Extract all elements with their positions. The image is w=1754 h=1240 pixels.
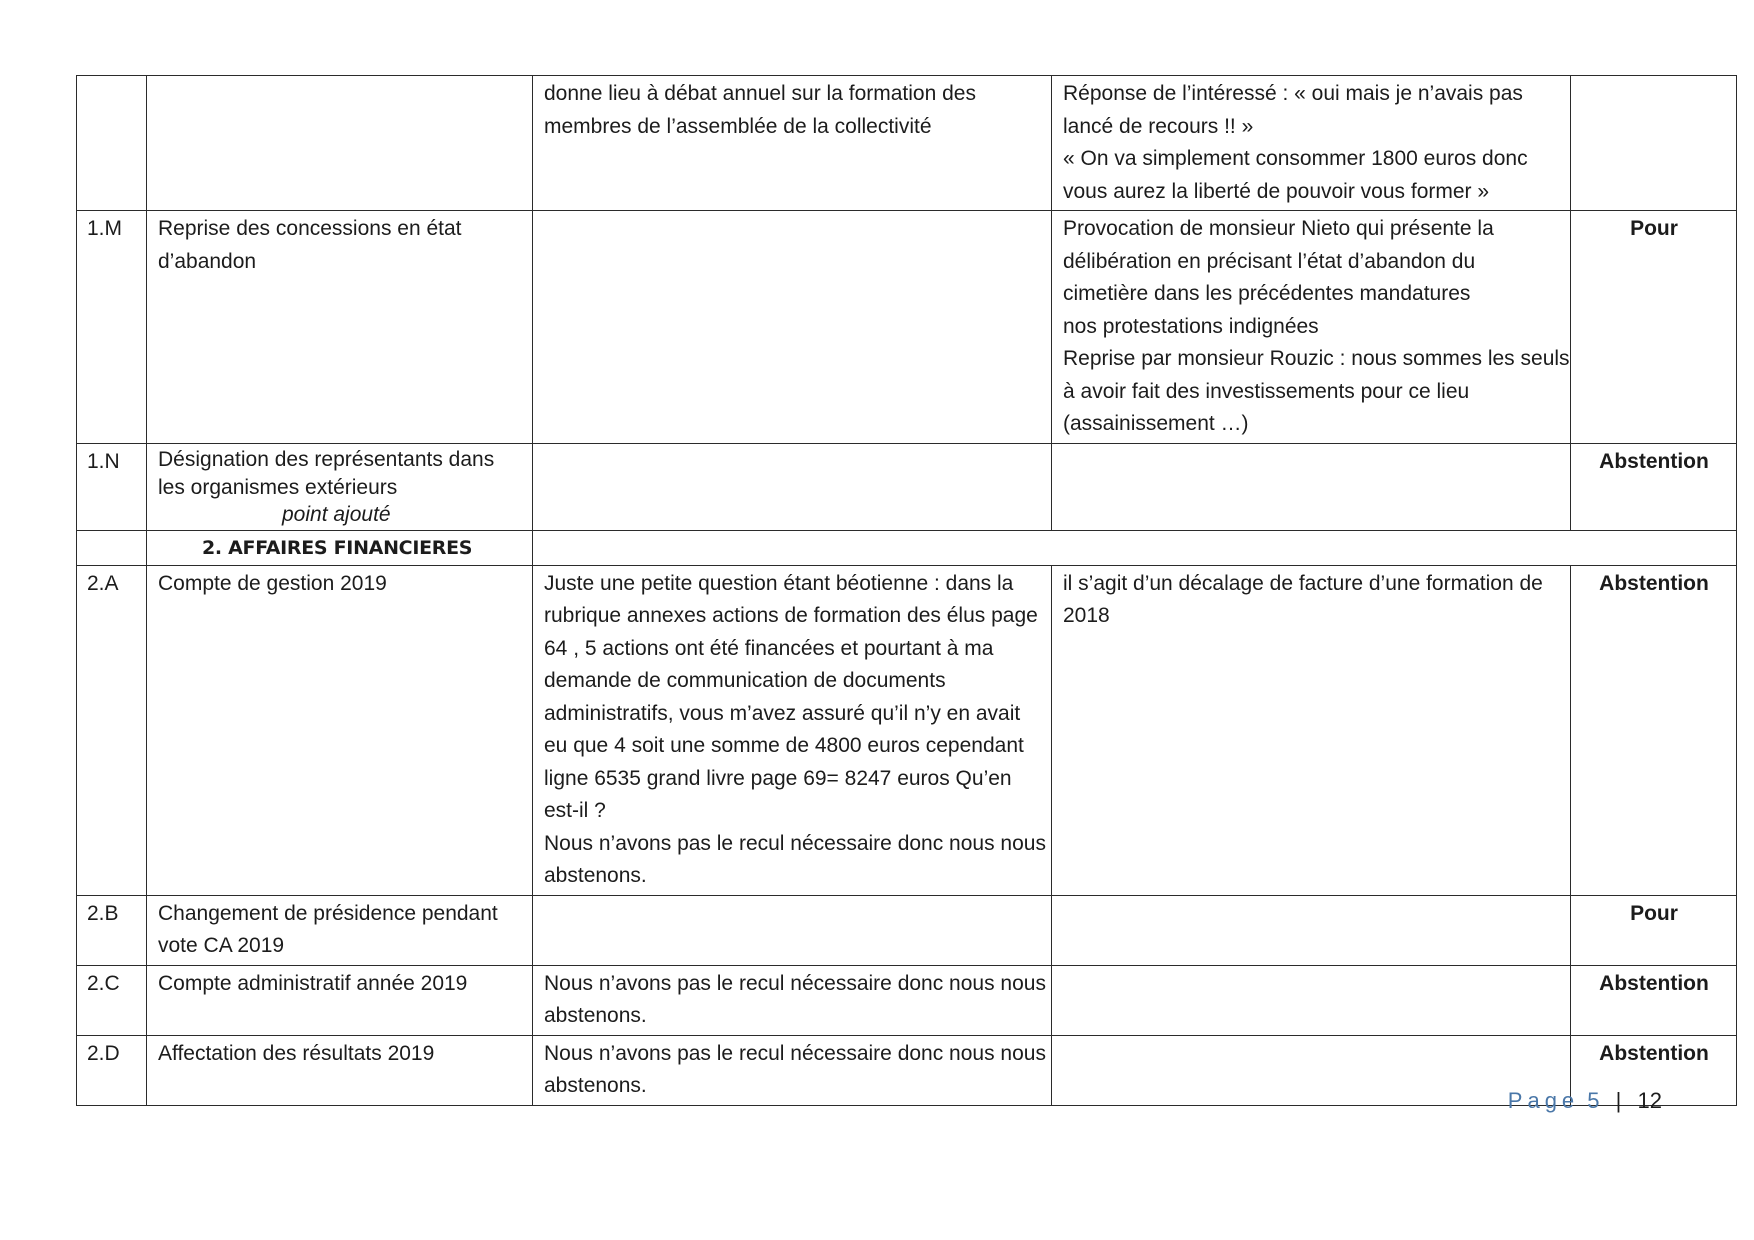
response-cell xyxy=(1052,76,1571,211)
question-line: membres de l’assemblée de la collectivité xyxy=(544,114,932,138)
vote-cell: Abstention xyxy=(1571,565,1737,895)
item-number-cell xyxy=(77,76,147,211)
response-line: nos protestations indignées xyxy=(1063,314,1319,338)
response-line: Provocation de monsieur Nieto qui présente la xyxy=(1063,217,1494,240)
item-title-line: Compte administratif année 2019 xyxy=(158,971,468,995)
added-item-note: point ajouté xyxy=(282,502,391,526)
response-cell xyxy=(1052,211,1571,444)
section-heading-row xyxy=(77,530,1737,565)
section-title-cell xyxy=(147,530,533,565)
question-cell xyxy=(533,895,1052,965)
question-line: est-il ? xyxy=(544,799,606,822)
response-line: « On va simplement consommer 1800 euros donc xyxy=(1063,147,1528,170)
question-line: administratifs, vous m’avez assuré qu’il n’y en avait xyxy=(544,701,1021,725)
item-title-line: les organismes extérieurs xyxy=(158,475,398,499)
response-line: délibération en précisant l’état d’abandon du xyxy=(1063,249,1476,273)
item-title-line: vote CA 2019 xyxy=(158,934,285,957)
item-title-line: d’abandon xyxy=(158,249,257,273)
question-cell xyxy=(533,965,1052,1035)
table-row xyxy=(77,211,1737,444)
response-line: lancé de recours !! » xyxy=(1063,114,1254,138)
question-line: Nous n’avons pas le recul nécessaire donc nous nous xyxy=(544,831,1046,855)
item-title-line: Désignation des représentants dans xyxy=(158,447,495,471)
question-line: ligne 6535 grand livre page 69= 8247 euros Qu’en xyxy=(544,766,1012,790)
item-title-line: Changement de présidence pendant xyxy=(158,901,498,925)
table-row xyxy=(77,1035,1737,1105)
total-pages: 12 xyxy=(1637,1088,1662,1113)
section-title: 2. AFFAIRES FINANCIERES xyxy=(202,536,473,559)
table-row xyxy=(77,565,1737,895)
page-separator: | xyxy=(1615,1088,1622,1113)
response-cell xyxy=(1052,443,1571,530)
response-line: (assainissement …) xyxy=(1063,412,1249,435)
deliberations-table xyxy=(76,75,1737,1106)
table-row xyxy=(77,895,1737,965)
table-row xyxy=(77,443,1737,530)
response-line: à avoir fait des investissements pour ce lieu xyxy=(1063,379,1470,403)
question-cell xyxy=(533,76,1052,211)
item-title-cell xyxy=(147,965,533,1035)
table-row xyxy=(77,965,1737,1035)
response-line: Réponse de l’intéressé : « oui mais je n’avais pas xyxy=(1063,82,1523,105)
response-line: vous aurez la liberté de pouvoir vous former » xyxy=(1063,179,1490,203)
item-number-cell: 2.B xyxy=(77,895,147,965)
item-number-cell: 1.M xyxy=(77,211,147,444)
item-number-cell: 2.D xyxy=(77,1035,147,1105)
section-number-cell xyxy=(77,530,147,565)
response-line: 2018 xyxy=(1063,604,1110,627)
question-line: abstenons. xyxy=(544,1074,647,1097)
vote-cell: Abstention xyxy=(1571,443,1737,530)
response-line: Reprise par monsieur Rouzic : nous sommes les seuls xyxy=(1063,347,1570,370)
question-line: 64 , 5 actions ont été financées et pourtant à ma xyxy=(544,636,994,660)
vote-cell: Abstention xyxy=(1571,965,1737,1035)
question-line: demande de communication de documents xyxy=(544,669,946,692)
vote-cell: Abstention xyxy=(1571,1035,1737,1105)
response-cell xyxy=(1052,1035,1571,1105)
response-cell xyxy=(1052,965,1571,1035)
item-title-cell xyxy=(147,211,533,444)
item-number-cell: 1.N xyxy=(77,443,147,530)
vote-cell: Pour xyxy=(1571,211,1737,444)
question-line: abstenons. xyxy=(544,1004,647,1027)
question-cell xyxy=(533,1035,1052,1105)
item-title-cell xyxy=(147,443,533,530)
question-line: Nous n’avons pas le recul nécessaire donc nous nous xyxy=(544,971,1046,995)
question-line: donne lieu à débat annuel sur la formation des xyxy=(544,82,976,105)
response-cell xyxy=(1052,895,1571,965)
section-empty-cell xyxy=(533,530,1737,565)
response-line: cimetière dans les précédentes mandatures xyxy=(1063,282,1471,305)
question-line: Juste une petite question étant béotienne : dans la xyxy=(544,571,1014,595)
response-cell xyxy=(1052,565,1571,895)
page-number: 5 xyxy=(1587,1088,1600,1113)
question-line: Nous n’avons pas le recul nécessaire donc nous nous xyxy=(544,1041,1046,1065)
item-number-cell: 2.A xyxy=(77,565,147,895)
question-line: abstenons. xyxy=(544,864,647,887)
question-line: rubrique annexes actions de formation des élus page xyxy=(544,604,1038,627)
response-line: il s’agit d’un décalage de facture d’une formation de xyxy=(1063,571,1543,595)
item-title-cell xyxy=(147,76,533,211)
page-label: Page xyxy=(1507,1088,1580,1113)
question-cell xyxy=(533,211,1052,444)
item-number-cell: 2.C xyxy=(77,965,147,1035)
page-footer xyxy=(1508,1088,1662,1114)
vote-cell xyxy=(1571,76,1737,211)
item-title-line: Compte de gestion 2019 xyxy=(158,571,387,595)
item-title-cell xyxy=(147,1035,533,1105)
question-cell xyxy=(533,443,1052,530)
table-row xyxy=(77,76,1737,211)
item-title-line: Reprise des concessions en état xyxy=(158,217,462,240)
item-title-cell xyxy=(147,565,533,895)
vote-cell: Pour xyxy=(1571,895,1737,965)
item-title-cell xyxy=(147,895,533,965)
question-cell xyxy=(533,565,1052,895)
item-title-line: Affectation des résultats 2019 xyxy=(158,1041,435,1065)
question-line: eu que 4 soit une somme de 4800 euros cependant xyxy=(544,734,1024,757)
